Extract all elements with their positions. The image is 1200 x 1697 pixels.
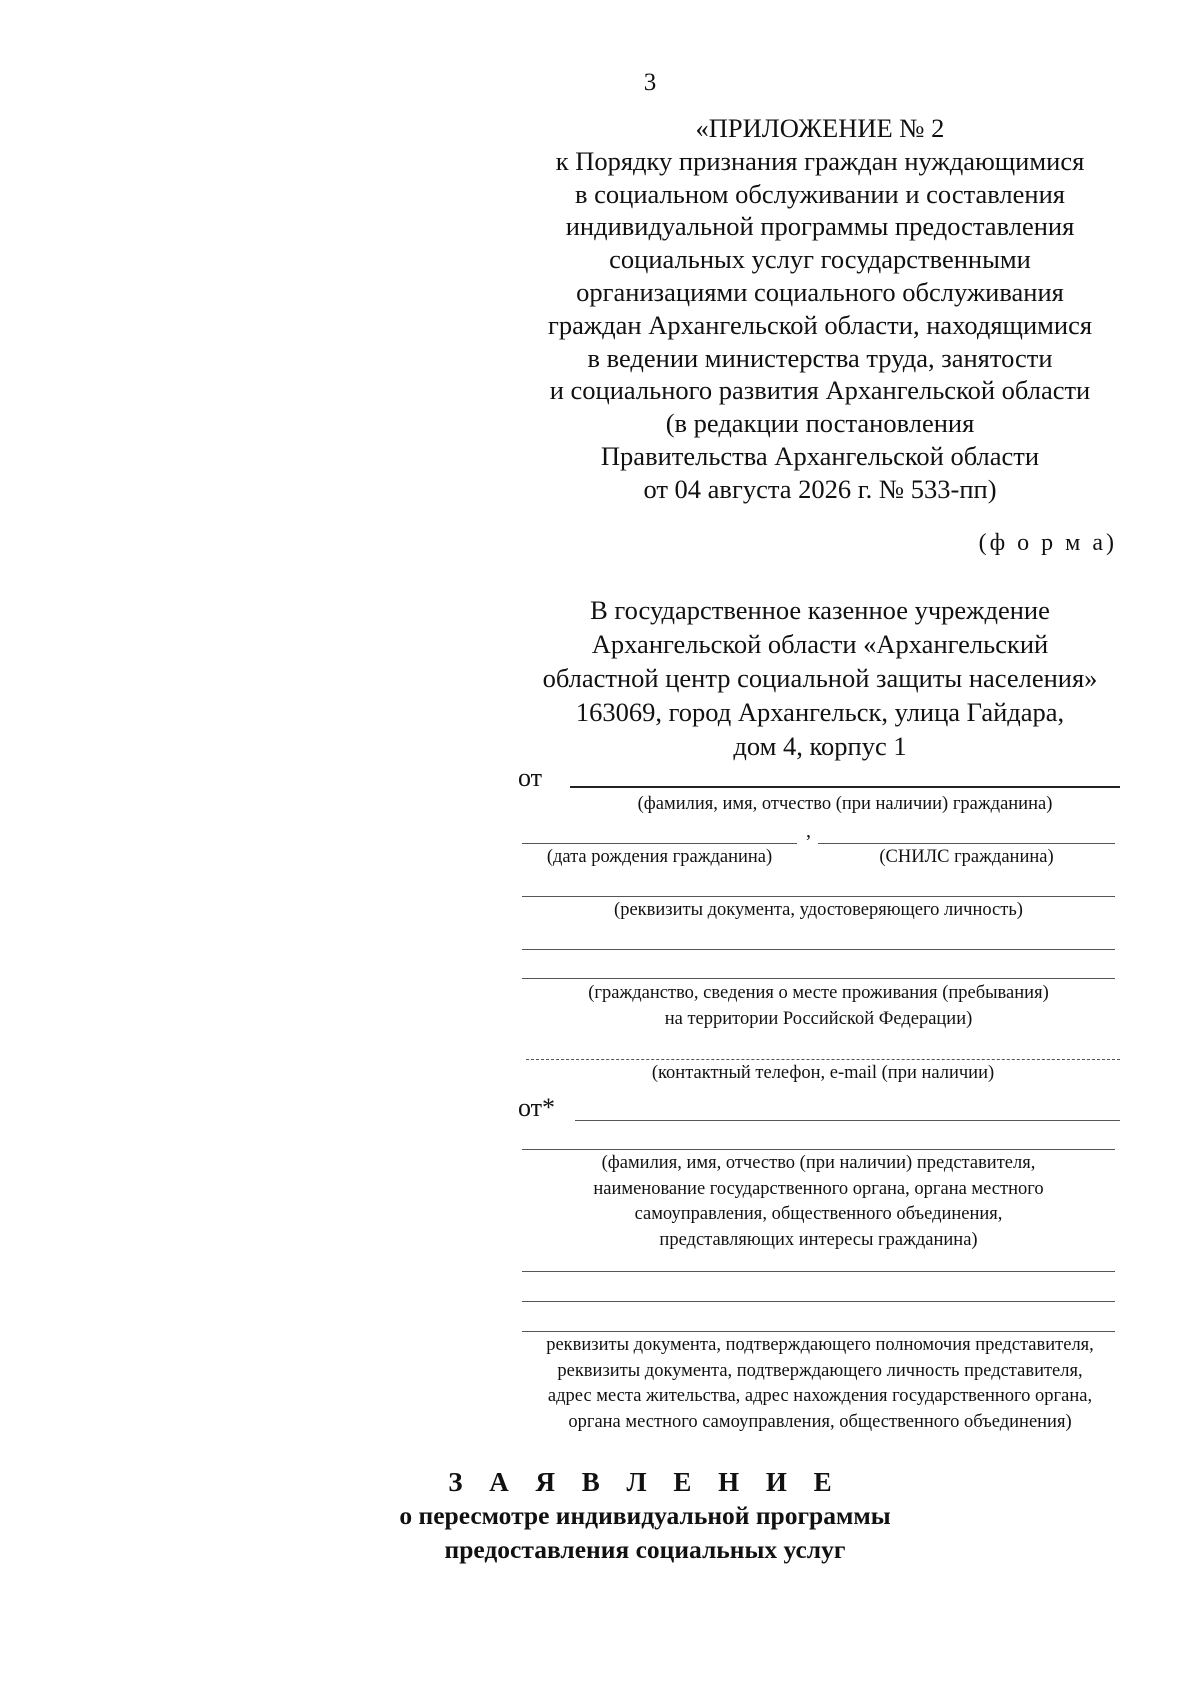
citizenship-field-line-1[interactable]: [522, 949, 1115, 950]
form-mark: (ф о р м а): [978, 530, 1117, 556]
appendix-line: в социальном обслуживании и составления: [575, 178, 1065, 209]
appendix-line: организациями социального обслуживания: [576, 276, 1064, 307]
statement-subtitle-line: о пересмотре индивидуальной программы: [399, 1501, 891, 1530]
representative-docs-caption-line: адрес места жительства, адрес нахождения государственного органа,: [547, 1386, 1093, 1406]
appendix-line: от 04 августа 2026 г. № 533-пп): [643, 473, 997, 504]
representative-caption-line: представляющих интересы гражданина): [659, 1229, 978, 1250]
addressee-line: В государственное казенное учреждение: [590, 595, 1050, 625]
appendix-line: (в редакции постановления: [665, 408, 975, 439]
representative-name-field-line-1[interactable]: [575, 1120, 1120, 1121]
appendix-line: и социального развития Архангельской области: [549, 375, 1091, 406]
appendix-line: Правительства Архангельской области: [600, 440, 1040, 471]
addressee-line: дом 4, корпус 1: [733, 731, 907, 761]
citizenship-caption: [522, 981, 1115, 1032]
representative-from-label: от*: [518, 1093, 556, 1122]
snils-caption: (СНИЛС гражданина): [879, 847, 1054, 867]
appendix-line: граждан Архангельской области, находящимися: [547, 309, 1093, 340]
statement-subtitle-line: предоставления социальных услуг: [444, 1535, 846, 1564]
citizenship-caption-line: (гражданство, сведения о месте проживания (пребывания): [588, 983, 1049, 1003]
representative-docs-caption: [510, 1333, 1130, 1435]
appendix-line: социальных услуг государственными: [609, 244, 1031, 275]
appendix-line: в ведении министерства труда, занятости: [587, 342, 1053, 373]
contact-caption: (контактный телефон, e-mail (при наличии): [651, 1063, 995, 1083]
representative-docs-field-line-3[interactable]: [522, 1331, 1115, 1332]
addressee-line: 163069, город Архангельск, улица Гайдара,: [575, 697, 1065, 727]
citizenship-caption-line: на территории Российской Федерации): [664, 1008, 973, 1029]
id-document-field[interactable]: [522, 896, 1115, 897]
applicant-from-label: от: [518, 763, 543, 792]
appendix-line: индивидуальной программы предоставления: [565, 211, 1075, 242]
birthdate-caption: (дата рождения гражданина): [546, 847, 773, 867]
addressee-line: областной центр социальной защиты населения»: [542, 663, 1098, 693]
applicant-name-caption: (фамилия, имя, отчество (при наличии) гражданина): [637, 794, 1053, 814]
id-document-caption: (реквизиты документа, удостоверяющего личность): [614, 900, 1023, 920]
contact-field[interactable]: [526, 1059, 1120, 1060]
representative-docs-caption-line: реквизиты документа, подтверждающего личность представителя,: [557, 1360, 1083, 1381]
representative-name-caption: [522, 1151, 1115, 1253]
representative-name-field-line-2[interactable]: [522, 1149, 1115, 1150]
page-number: 3: [643, 69, 657, 96]
representative-docs-field-line-1[interactable]: [522, 1271, 1115, 1272]
appendix-line: к Порядку признания граждан нуждающимися: [555, 145, 1085, 176]
field-separator: ,: [806, 820, 811, 842]
representative-caption-line: (фамилия, имя, отчество (при наличии) представителя,: [601, 1153, 1036, 1173]
snils-field[interactable]: [818, 843, 1115, 844]
addressee-block: [510, 593, 1130, 763]
representative-docs-field-line-2[interactable]: [522, 1301, 1115, 1302]
statement-title: З А Я В Л Е Н И Е: [448, 1467, 842, 1497]
representative-docs-caption-line: реквизиты документа, подтверждающего полномочия представителя,: [546, 1335, 1094, 1355]
appendix-header: [520, 112, 1120, 506]
statement-heading: [0, 1465, 1200, 1567]
birthdate-field[interactable]: [522, 843, 797, 844]
citizenship-field-line-2[interactable]: [522, 978, 1115, 979]
representative-caption-line: наименование государственного органа, органа местного: [593, 1178, 1044, 1199]
applicant-name-field[interactable]: [570, 786, 1120, 788]
appendix-line: «ПРИЛОЖЕНИЕ № 2: [695, 113, 945, 143]
addressee-line: Архангельской области «Архангельский: [591, 629, 1049, 659]
representative-docs-caption-line: органа местного самоуправления, общественного объединения): [568, 1411, 1072, 1432]
representative-caption-line: самоуправления, общественного объединения,: [634, 1204, 1003, 1224]
